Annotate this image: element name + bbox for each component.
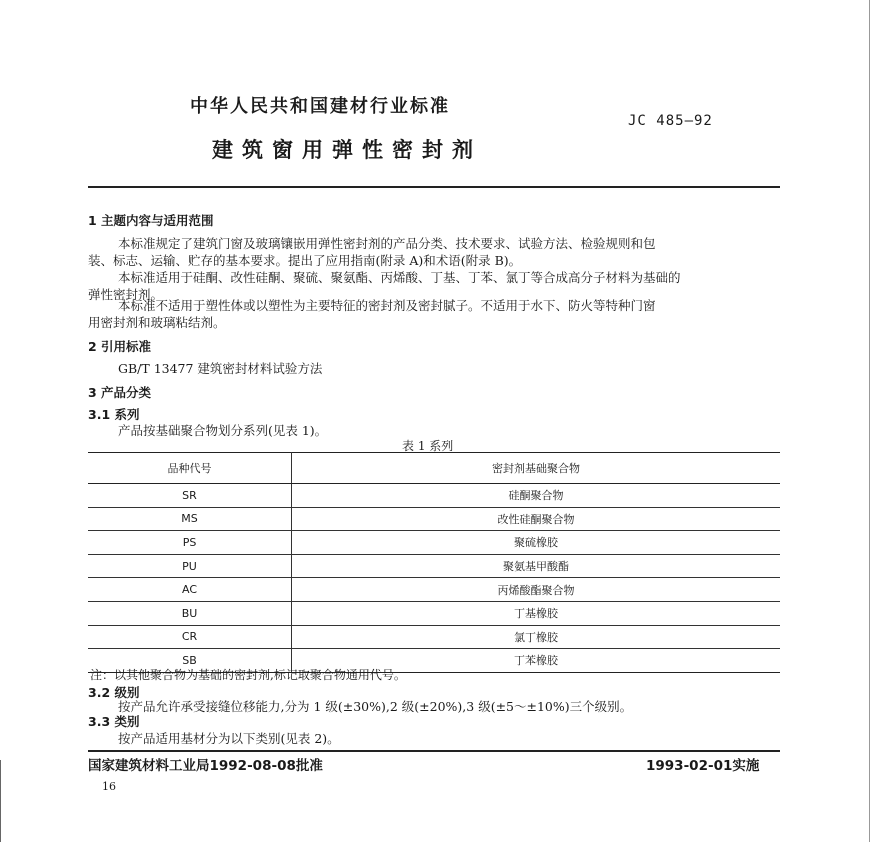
subsection-heading: 3.2 级别 (88, 685, 140, 700)
table-caption: 表 1 系列 (402, 439, 454, 453)
paragraph-line: 弹性密封剂。 (88, 287, 164, 302)
table-header-polymer: 密封剂基础聚合物 (292, 453, 781, 484)
table-note: 注：以其他聚合物为基础的密封剂,标记取聚合物通用代号。 (90, 668, 406, 682)
section-heading: 1 主题内容与适用范围 (88, 213, 214, 228)
cell-polymer: 丁基橡胶 (292, 601, 781, 625)
paragraph-line: 按产品允许承受接缝位移能力,分为 1 级(±30%),2 级(±20%),3 级(±5～±10%)三个级别。 (118, 699, 633, 714)
table-row (88, 531, 780, 555)
table-row (88, 601, 780, 625)
footer-rule (88, 750, 780, 752)
subsection-heading: 3.1 系列 (88, 407, 140, 422)
cell-polymer: 丙烯酸酯聚合物 (292, 578, 781, 602)
cell-code: AC (88, 578, 292, 602)
cell-polymer: 氯丁橡胶 (292, 625, 781, 649)
cell-polymer: 聚氨基甲酸酯 (292, 554, 781, 578)
cell-code: SR (88, 484, 292, 508)
document-title: 建筑窗用弹性密封剂 (212, 138, 482, 162)
paragraph-line: 本标准规定了建筑门窗及玻璃镶嵌用弹性密封剂的产品分类、技术要求、试验方法、检验规则和包 (118, 236, 656, 251)
cell-code: SB (88, 649, 292, 673)
subsection-heading: 3.3 类别 (88, 714, 140, 729)
paragraph-line: 本标准适用于硅酮、改性硅酮、聚硫、聚氨酯、丙烯酸、丁基、丁苯、氯丁等合成高分子材料为基础的 (118, 270, 681, 285)
cell-code: PU (88, 554, 292, 578)
paragraph-line: 用密封剂和玻璃粘结剂。 (88, 315, 226, 330)
paragraph-line: 装、标志、运输、贮存的基本要求。提出了应用指南(附录 A)和术语(附录 B)。 (88, 253, 522, 268)
page-number: 16 (102, 780, 116, 793)
cell-polymer: 聚硫橡胶 (292, 531, 781, 555)
scan-edge (0, 760, 1, 842)
cell-code: CR (88, 625, 292, 649)
header-rule (88, 186, 780, 188)
standard-code: JC 485—92 (628, 113, 713, 129)
table-row (88, 484, 780, 508)
cell-code: BU (88, 601, 292, 625)
section-heading: 3 产品分类 (88, 385, 152, 400)
table-row (88, 625, 780, 649)
cell-polymer: 硅酮聚合物 (292, 484, 781, 508)
implementation-line: 1993-02-01实施 (646, 758, 760, 774)
reference-standard: GB/T 13477 建筑密封材料试验方法 (118, 361, 323, 376)
table-row (88, 507, 780, 531)
paragraph-line: 按产品适用基材分为以下类别(见表 2)。 (118, 731, 340, 746)
section-heading: 2 引用标准 (88, 339, 152, 354)
cell-polymer: 改性硅酮聚合物 (292, 507, 781, 531)
table-header-code: 品种代号 (88, 453, 292, 484)
cell-polymer: 丁苯橡胶 (292, 649, 781, 673)
cell-code: MS (88, 507, 292, 531)
paragraph-line: 产品按基础聚合物划分系列(见表 1)。 (118, 423, 328, 438)
paragraph-line: 本标准不适用于塑性体或以塑性为主要特征的密封剂及密封腻子。不适用于水下、防火等特种门窗 (118, 298, 656, 313)
table-row (88, 578, 780, 602)
cell-code: PS (88, 531, 292, 555)
approval-line: 国家建筑材料工业局1992-08-08批准 (88, 758, 323, 774)
table-header-row (88, 453, 780, 484)
series-table (88, 452, 780, 673)
issuer-title: 中华人民共和国建材行业标准 (190, 96, 450, 117)
table-row (88, 554, 780, 578)
